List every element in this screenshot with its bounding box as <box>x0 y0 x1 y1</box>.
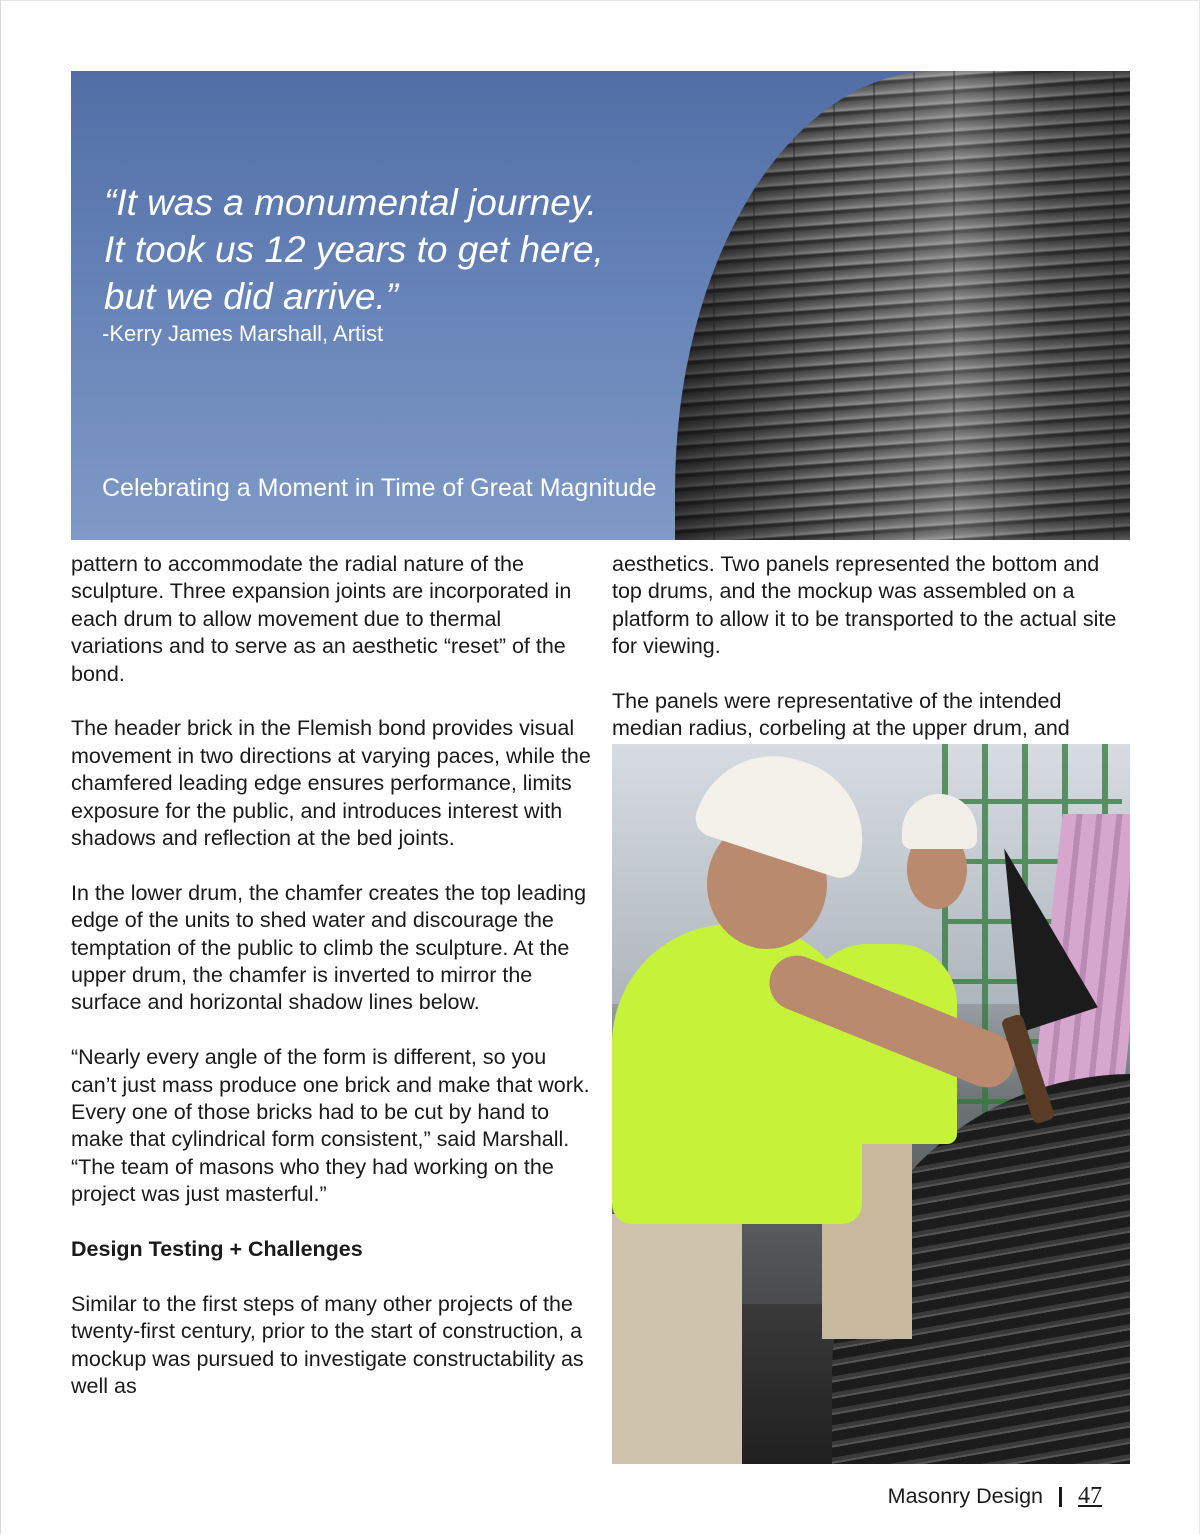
quote-line: “It was a monumental journey. <box>104 182 597 223</box>
hero-banner <box>71 71 1130 540</box>
left-column <box>71 551 596 1401</box>
quote-line: but we did arrive.” <box>104 276 399 317</box>
paragraph: pattern to accommodate the radial nature of the sculpture. Three expansion joints are incorporated in each drum to allow movement due to thermal variations and to serve as an aesthetic “reset” of the bond. <box>71 552 572 686</box>
paragraph: The panels were representative of the intended median radius, corbeling at the upper drum, and <box>612 689 1070 741</box>
paragraph: The header brick in the Flemish bond provides visual movement in two directions at varying paces, while the chamfered leading edge ensures performance, limits exposure for the public, and introduces interest with shadows and reflection at the bed joints. <box>71 716 591 851</box>
footer-separator <box>1059 1487 1062 1507</box>
section-subhead: Design Testing + Challenges <box>71 1237 363 1262</box>
pull-quote <box>104 179 704 320</box>
publication-name: Masonry Design <box>887 1484 1043 1508</box>
hero-caption: Celebrating a Moment in Time of Great Magnitude <box>102 474 657 502</box>
right-column <box>612 551 1132 743</box>
page-footer <box>888 1483 1102 1510</box>
quote-line: It took us 12 years to get here, <box>104 229 604 270</box>
paragraph: In the lower drum, the chamfer creates the top leading edge of the units to shed water and discourage the temptation of the public to climb the sculpture. At the upper drum, the chamfer is inverted to mirror the surface and horizontal shadow lines below. <box>71 880 587 1015</box>
masons-photo <box>612 744 1130 1464</box>
quote-attribution: -Kerry James Marshall, Artist <box>102 321 384 346</box>
paragraph: “Nearly every angle of the form is different, so you can’t just mass produce one brick and make that work. Every one of those bricks had to be cut by hand to make that cylindrical form consistent,” said Marshall. “The team of masons who they had working on the project was just masterful.” <box>71 1045 590 1207</box>
page-number: 47 <box>1078 1483 1102 1509</box>
paragraph: aesthetics. Two panels represented the bottom and top drums, and the mockup was assembled on a platform to allow it to be transported to the actual site for viewing. <box>612 552 1117 659</box>
brick-tower-image <box>675 71 1130 540</box>
paragraph: Similar to the first steps of many other projects of the twenty-first century, prior to the start of construction, a mockup was pursued to investigate constructability as well as <box>71 1291 584 1399</box>
